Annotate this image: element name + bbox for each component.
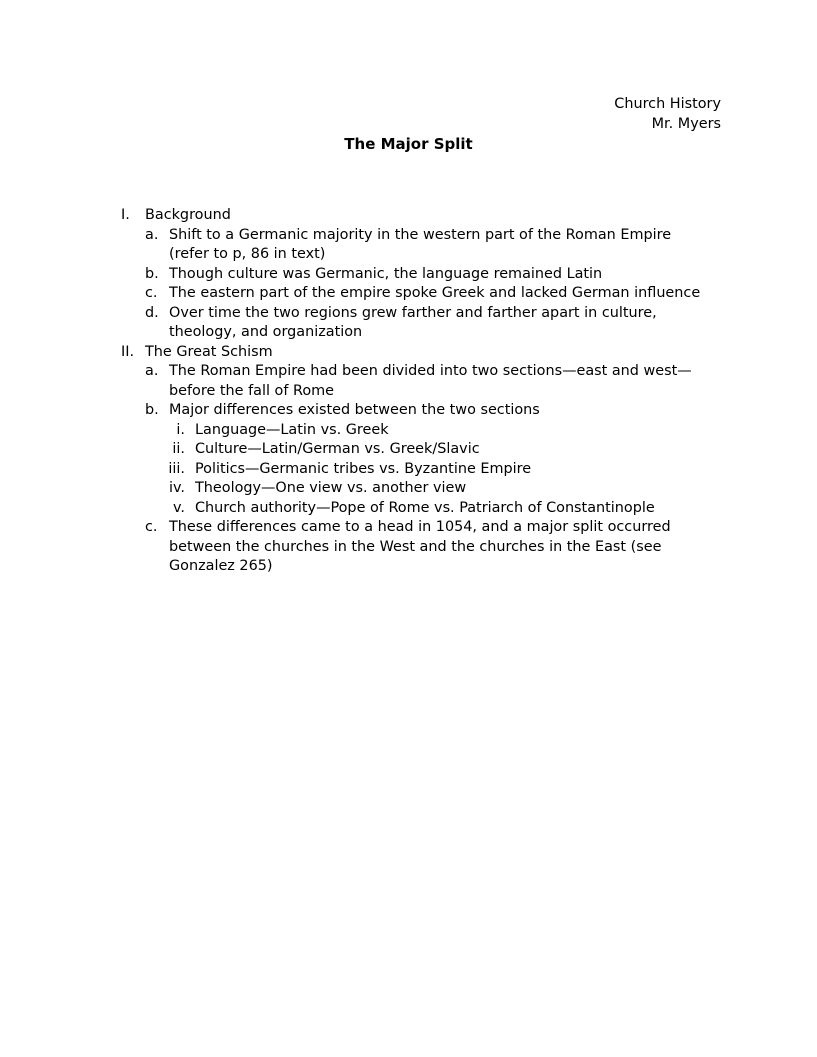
item-line: before the fall of Rome <box>169 382 335 399</box>
item-line: theology, and organization <box>169 324 363 340</box>
outline <box>0 206 817 577</box>
subitem-text: Culture—Latin/German vs. Greek/Slavic <box>195 441 480 457</box>
outline-subitem <box>0 479 817 499</box>
item-text <box>169 518 671 577</box>
item-text <box>169 304 657 343</box>
section-heading: The Great Schism <box>145 343 273 360</box>
subitem-text: Theology—One view vs. another view <box>195 480 467 496</box>
subitem-marker: ii. <box>172 441 185 457</box>
outline-item <box>0 401 817 421</box>
subitem-text: Politics—Germanic tribes vs. Byzantine Empire <box>195 460 532 477</box>
page-title: The Major Split <box>344 135 473 153</box>
item-line: Major differences existed between the two sections <box>169 402 540 418</box>
outline-section-great-schism <box>0 343 817 363</box>
item-marker: d. <box>145 304 159 321</box>
outline-item <box>0 265 817 285</box>
section-marker: II. <box>121 343 135 360</box>
item-marker: c. <box>145 285 158 301</box>
teacher-name: Mr. Myers <box>651 115 721 132</box>
outline-item <box>0 284 817 304</box>
subitem-marker: i. <box>176 421 185 438</box>
item-line: These differences came to a head in 1054, and a major split occurred <box>169 519 671 535</box>
item-text <box>169 226 671 265</box>
item-marker: a. <box>145 226 159 243</box>
item-line: (refer to p, 86 in text) <box>169 246 326 262</box>
section-marker: I. <box>121 207 130 223</box>
outline-item <box>0 518 817 577</box>
item-line: Shift to a Germanic majority in the western part of the Roman Empire <box>169 226 672 243</box>
subitem-marker: v. <box>173 499 185 516</box>
item-line: Though culture was Germanic, the language remained Latin <box>169 265 603 282</box>
outline-subitem <box>0 499 817 519</box>
course-name: Church History <box>614 96 721 112</box>
item-line: between the churches in the West and the churches in the East (see <box>169 538 662 555</box>
subitem-marker: iii. <box>168 460 185 477</box>
item-text <box>169 362 692 401</box>
item-line: The Roman Empire had been divided into two sections—east and west— <box>169 363 692 379</box>
item-marker: b. <box>145 265 159 282</box>
outline-item <box>0 304 817 343</box>
item-marker: c. <box>145 519 158 535</box>
outline-subitem <box>0 460 817 480</box>
section-heading: Background <box>145 207 231 223</box>
outline-section-background <box>0 206 817 226</box>
item-text <box>169 265 602 285</box>
subitem-text: Language—Latin vs. Greek <box>195 421 389 438</box>
item-text <box>169 284 700 304</box>
outline-subitem <box>0 440 817 460</box>
subitem-text: Church authority—Pope of Rome vs. Patriarch of Constantinople <box>195 499 655 516</box>
item-line: Over time the two regions grew farther and farther apart in culture, <box>169 304 657 321</box>
outline-subitem <box>0 421 817 441</box>
outline-item <box>0 226 817 265</box>
document-header <box>614 95 721 134</box>
outline-item <box>0 362 817 401</box>
item-marker: a. <box>145 363 159 379</box>
item-text <box>169 401 540 421</box>
item-line: Gonzalez 265) <box>169 558 273 574</box>
subitem-marker: iv. <box>169 480 185 496</box>
item-marker: b. <box>145 402 159 418</box>
item-line: The eastern part of the empire spoke Greek and lacked German influence <box>169 285 701 301</box>
